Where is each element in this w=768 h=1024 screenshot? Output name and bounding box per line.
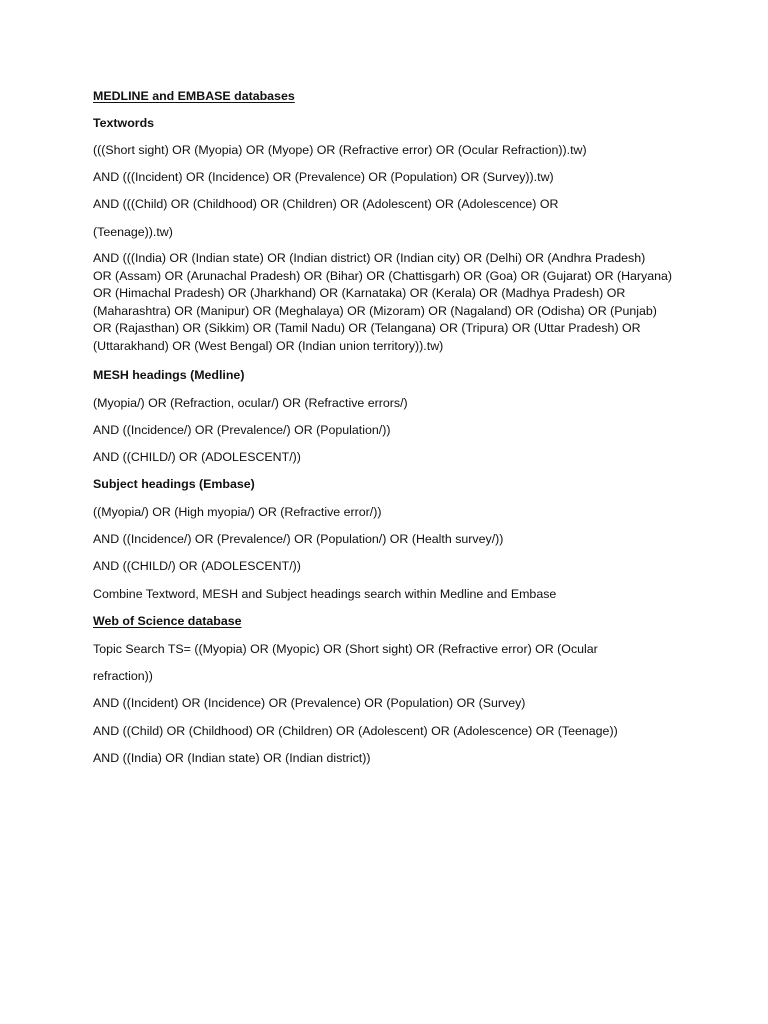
heading-web-of-science: Web of Science database — [93, 614, 242, 628]
subject-query-line: ((Myopia/) OR (High myopia/) OR (Refractive error/)) — [93, 505, 382, 519]
textword-region-block — [93, 250, 683, 356]
textword-region-line: OR (Himachal Pradesh) OR (Jharkhand) OR (Karnataka) OR (Kerala) OR (Madhya Pradesh) OR — [93, 286, 626, 301]
heading-textwords: Textwords — [93, 116, 155, 130]
textword-region-line: AND (((India) OR (Indian state) OR (Indian district) OR (Indian city) OR (Delhi) OR (Andhra Pradesh) — [93, 251, 646, 265]
mesh-query-line: AND ((Incidence/) OR (Prevalence/) OR (Population/)) — [93, 423, 391, 437]
textword-region-line: (Maharashtra) OR (Manipur) OR (Meghalaya) OR (Mizoram) OR (Nagaland) OR (Odisha) OR (Punjab) — [93, 303, 657, 318]
mesh-query-line: AND ((CHILD/) OR (ADOLESCENT/)) — [93, 450, 301, 464]
subject-query-line: AND ((CHILD/) OR (ADOLESCENT/)) — [93, 559, 301, 573]
subject-query-line: AND ((Incidence/) OR (Prevalence/) OR (Population/) OR (Health survey/)) — [93, 532, 504, 546]
heading-mesh: MESH headings (Medline) — [93, 368, 245, 382]
wos-query-line: AND ((Child) OR (Childhood) OR (Children) OR (Adolescent) OR (Adolescence) OR (Teenage)) — [93, 724, 618, 738]
heading-subject: Subject headings (Embase) — [93, 477, 255, 491]
combine-instruction: Combine Textword, MESH and Subject headings search within Medline and Embase — [93, 587, 557, 601]
heading-medline-embase: MEDLINE and EMBASE databases — [93, 89, 295, 103]
textword-query-line: AND (((Child) OR (Childhood) OR (Children) OR (Adolescent) OR (Adolescence) OR — [93, 197, 559, 211]
wos-query-line: AND ((India) OR (Indian state) OR (Indian district)) — [93, 751, 371, 765]
textword-region-line: OR (Rajasthan) OR (Sikkim) OR (Tamil Nadu) OR (Telangana) OR (Tripura) OR (Uttar Pradesh) OR — [93, 321, 641, 336]
wos-query-line: refraction)) — [93, 669, 153, 683]
textword-region-line: (Uttarakhand) OR (West Bengal) OR (Indian union territory)).tw) — [93, 338, 444, 353]
textword-query-line: (((Short sight) OR (Myopia) OR (Myope) OR (Refractive error) OR (Ocular Refraction)).tw) — [93, 143, 587, 157]
wos-query-line: Topic Search TS= ((Myopia) OR (Myopic) OR (Short sight) OR (Refractive error) OR (Ocular — [93, 642, 598, 656]
textword-query-line: AND (((Incident) OR (Incidence) OR (Prevalence) OR (Population) OR (Survey)).tw) — [93, 170, 554, 184]
textword-query-line: (Teenage)).tw) — [93, 225, 173, 239]
wos-query-line: AND ((Incident) OR (Incidence) OR (Prevalence) OR (Population) OR (Survey) — [93, 696, 526, 710]
textword-region-line: OR (Assam) OR (Arunachal Pradesh) OR (Bihar) OR (Chattisgarh) OR (Goa) OR (Gujarat) OR (Haryana) — [93, 268, 673, 283]
mesh-query-line: (Myopia/) OR (Refraction, ocular/) OR (Refractive errors/) — [93, 396, 408, 410]
